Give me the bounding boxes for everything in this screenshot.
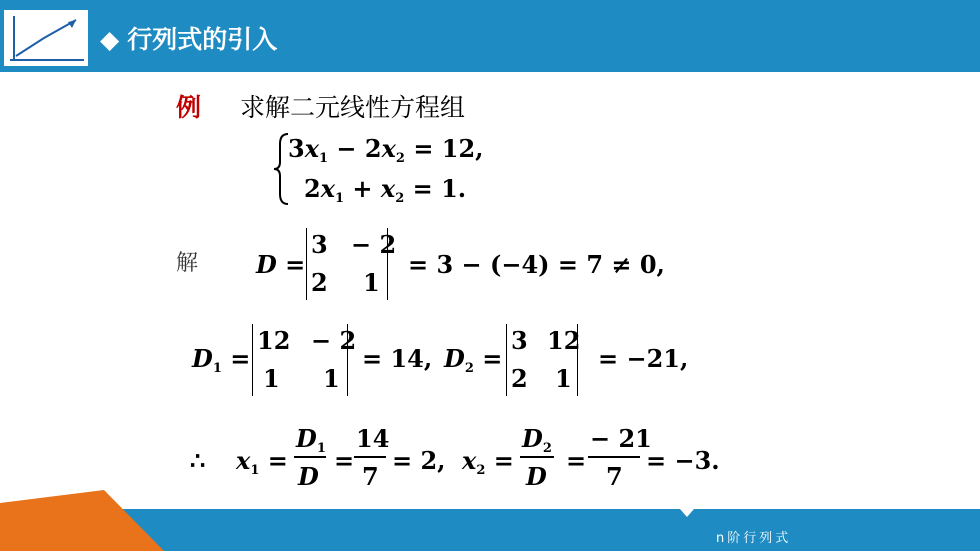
footer-decoration — [0, 486, 980, 551]
determinant-D1: 12 − 2 1 1 — [252, 324, 348, 396]
frac-D-denominator: 7 — [606, 462, 623, 491]
frac-A-denominator: D — [298, 462, 319, 491]
example-text: 求解二元线性方程组 — [240, 93, 466, 122]
frac-C-numerator: $D_2$ — [522, 424, 552, 456]
frac-B-numerator: 14 — [356, 424, 390, 453]
result-x2: = −3. — [646, 446, 720, 475]
determinant-D2: 3 12 2 1 — [506, 324, 578, 396]
det-D1-name: $D_1$ = — [192, 344, 251, 376]
eq-B: = — [334, 446, 355, 475]
det-D1-result: = 14, — [362, 344, 433, 373]
therefore-symbol: ∴ — [190, 446, 206, 475]
slide-title — [100, 20, 277, 60]
det-D2-name: $D_2$ = — [444, 344, 503, 376]
result-x1: = 2, — [392, 446, 446, 475]
solution-label: 解 — [176, 251, 199, 276]
slide-title-text: 行列式的引入 — [127, 25, 278, 54]
footer-text: n阶行列式 — [716, 531, 792, 546]
frac-D-numerator: − 21 — [590, 424, 652, 453]
frac-A-numerator: $D_1$ — [296, 424, 326, 456]
determinant-D: 3 − 2 2 1 — [306, 228, 388, 300]
frac-C-denominator: D — [526, 462, 547, 491]
diamond-bullet-icon: ◆ — [100, 25, 120, 54]
frac-D-line — [588, 456, 640, 458]
equation-2: $2x_1 + x_2 = 1$. — [304, 174, 467, 206]
equation-1: $3x_1 - 2x_2 = 12$, — [288, 134, 484, 166]
frac-A-line — [294, 456, 326, 458]
logo — [4, 10, 88, 66]
det-D-result: = 3 − (−4) = 7 ≠ 0, — [408, 250, 665, 279]
frac-B-line — [354, 456, 386, 458]
eq-D: = — [566, 446, 587, 475]
x2-label: $x_2$ = — [462, 446, 514, 478]
example-label: 例 — [176, 93, 202, 122]
x1-label: $x_1$ = — [236, 446, 288, 478]
frac-B-denominator: 7 — [362, 462, 379, 491]
det-D-name: D = — [256, 250, 306, 279]
det-D2-result: = −21, — [598, 344, 689, 373]
frac-C-line — [520, 456, 554, 458]
